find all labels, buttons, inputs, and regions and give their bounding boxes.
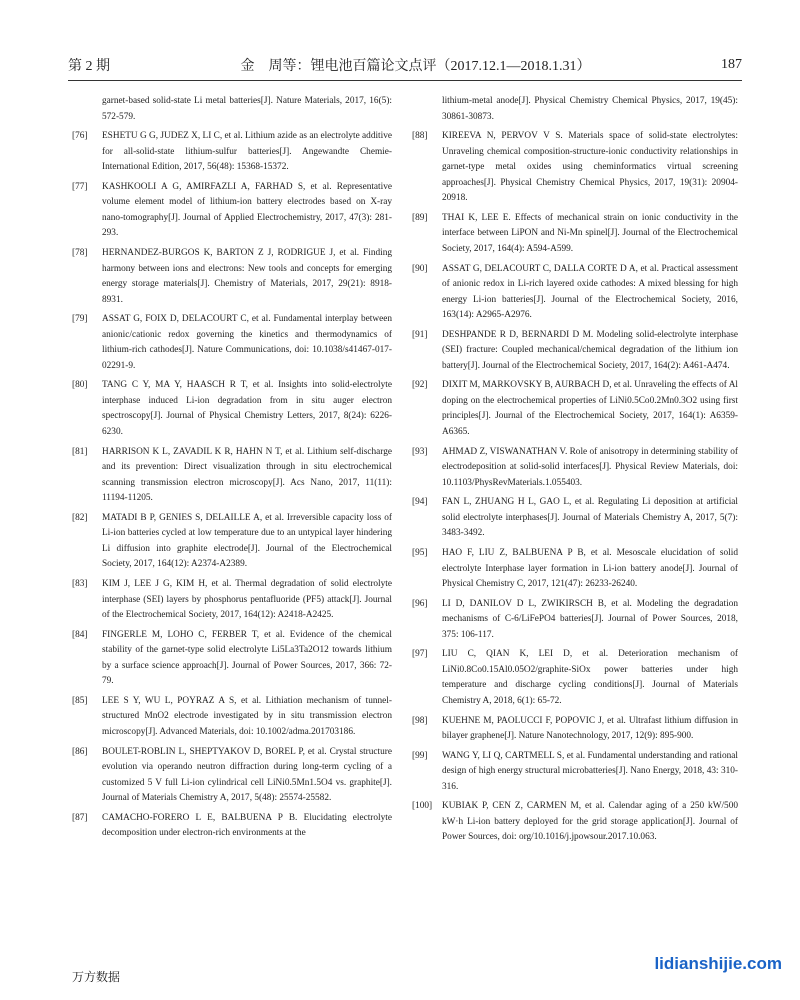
reference-number: [98] [412,715,428,726]
reference-entry [412,799,738,846]
reference-text: TANG C Y, MA Y, HAASCH R T, et al. Insights into solid-electrolyte interphase induced Li-ion degradation from in situ auger electron spectroscopy[J]. Journal of Physical Chemistry Letters, 2017, 8(24): 6226-6230. [102,380,392,437]
reference-text: THAI K, LEE E. Effects of mechanical strain on ionic conductivity in the interface between LiPON and Ni-Mn spinel[J]. Journal of the Electrochemical Society, 2017, 164(4): A594-A599. [442,212,738,254]
reference-entry [72,94,392,125]
reference-number: [82] [72,512,88,523]
issue-number: 第 2 期 [68,59,110,74]
reference-number: [77] [72,181,88,192]
reference-text: garnet-based solid-state Li metal batteries[J]. Nature Materials, 2017, 16(5): 572-579. [102,96,392,122]
reference-entry [72,180,392,242]
reference-text: FAN L, ZHUANG H L, GAO L, et al. Regulating Li deposition at artificial solid electrolyte interphases[J]. Journal of Materials Chemistry A, 2017, 5(7): 3483-3492. [442,497,738,539]
header-divider [68,80,742,81]
reference-entry [72,511,392,573]
reference-text: KIREEVA N, PERVOV V S. Materials space of solid-state electrolytes: Unraveling chemical composition-structure-ionic conductivity relationships in garnet-type metal oxides using cheminformatics virtual screening approaches[J]. Physical Chemistry Chemical Physics, 2017, 19(31): 20904-20918. [442,131,738,204]
site-watermark: lidianshijie.com [654,954,782,973]
reference-text: ASSAT G, FOIX D, DELACOURT C, et al. Fundamental interplay between anionic/cationic redox governing the kinetics and thermodynamics of lithium-rich cathodes[J]. Nature Communications, doi: 10.1038/s41467-017-02291-9. [102,314,392,371]
reference-text: HARRISON K L, ZAVADIL K R, HAHN N T, et al. Lithium self-discharge and its prevention: Direct visualization through in situ electrochemical scanning transmission electron microscopy[J]. Acs Nano, 2017, 11(11): 11194-11205. [102,446,392,504]
reference-text: FINGERLE M, LOHO C, FERBER T, et al. Evidence of the chemical stability of the garnet-type solid electrolyte Li5La3Ta2O12 towards lithium by a surface science approach[J]. Journal of Power Sources, 2017, 366: 72-79. [102,629,392,687]
reference-number: [80] [72,380,88,391]
reference-entry [72,246,392,308]
reference-entry [412,262,738,324]
reference-number: [93] [412,446,428,457]
reference-entry [72,129,392,176]
reference-entry [412,495,738,542]
reference-entry [72,577,392,624]
reference-number: [89] [412,212,428,223]
reference-text: BOULET-ROBLIN L, SHEPTYAKOV D, BOREL P, et al. Crystal structure evolution via operando neutron diffraction during long-term cycling of a customized 5 V full Li-ion cylindrical cell LiNi0.5Mn1.5O4 vs. graphite[J]. Journal of Materials Chemistry A, 2017, 5(48): 25574-25582. [102,746,392,804]
reference-text: AHMAD Z, VISWANATHAN V. Role of anisotropy in determining stability of electrodeposition at solid-solid interfaces[J]. Physical Review Materials, doi: 10.1103/PhysRevMaterials.1.055403. [442,446,738,488]
reference-entry [412,714,738,745]
reference-entry [412,445,738,492]
reference-text: KUEHNE M, PAOLUCCI F, POPOVIC J, et al. Ultrafast lithium diffusion in bilayer graphene[J]. Nature Nanotechnology, 2017, 12(9): 895-900. [442,715,738,742]
reference-number: [84] [72,629,88,640]
reference-entry [412,749,738,796]
reference-number: [79] [72,314,88,325]
reference-number: [83] [72,579,88,589]
reference-text: DESHPANDE R D, BERNARDI D M. Modeling solid-electrolyte interphase (SEI) fracture: Coupled mechanical/chemical degradation of the lithium ion battery[J]. Journal of the Electrochemical Society, 2017, 164(2): A461-A474. [442,329,738,371]
reference-entry [412,647,738,709]
reference-entry [72,312,392,374]
reference-text: LIU C, QIAN K, LEI D, et al. Deterioration mechanism of LiNi0.8Co0.15Al0.05O2/graphite-SiOx power batteries under high temperature and discharge cycling conditions[J]. Journal of Materials Chemistry A, 2018, 6(1): 65-72. [442,649,738,706]
reference-text: ESHETU G G, JUDEZ X, LI C, et al. Lithium azide as an electrolyte additive for all-solid-state lithium-sulfur batteries[J]. Angewandte Chemie-International Edition, 2017, 56(48): 15368-15372. [102,131,392,173]
reference-number: [76] [72,131,88,142]
reference-text: lithium-metal anode[J]. Physical Chemistry Chemical Physics, 2017, 19(45): 30861-30873. [442,96,738,122]
reference-text: KASHKOOLI A G, AMIRFAZLI A, FARHAD S, et al. Representative volume element model of lithium-ion battery electrodes based on X-ray nano-tomography[J]. Journal of Applied Electrochemistry, 2017, 47(3): 281-293. [102,181,392,239]
reference-entry [412,328,738,375]
reference-text: KIM J, LEE J G, KIM H, et al. Thermal degradation of solid electrolyte interphase (SEI) layers by phosphorus pentafluoride (PF5) attack[J]. Journal of the Electrochemical Society, 2017, 164(12): A2418-A2425. [102,579,392,620]
running-title: 金 周等：锂电池百篇论文点评（2017.12.1—2018.1.31） [240,59,591,74]
reference-number: [81] [72,446,88,457]
reference-text: ASSAT G, DELACOURT C, DALLA CORTE D A, et al. Practical assessment of anionic redox in Li-rich layered oxide cathodes: A mixed blessing for high energy Li-ion batteries[J]. Journal of the Electrochemical Society, 2016, 163(14): A2965-A2976. [442,263,738,321]
reference-number: [88] [412,131,428,142]
reference-entry [412,546,738,593]
reference-text: HAO F, LIU Z, BALBUENA P B, et al. Mesoscale elucidation of solid electrolyte Interphase layer formation in Li-ion battery anode[J]. Journal of Physical Chemistry C, 2017, 121(47): 26233-26240. [442,548,738,589]
running-header [68,54,742,76]
reference-text: LEE S Y, WU L, POYRAZ A S, et al. Lithiation mechanism of tunnel-structured MnO2 electrode investigated by in situ transmission electron microscopy[J]. Advanced Materials, doi: 10.1002/adma.201703186. [102,695,392,737]
reference-number: [95] [412,548,428,558]
reference-text: CAMACHO-FORERO L E, BALBUENA P B. Elucidating electrolyte decomposition under electron-rich environments at the [102,812,392,839]
reference-entry [72,694,392,741]
reference-number: [86] [72,746,88,757]
reference-entry [72,811,392,842]
reference-entry [72,628,392,690]
reference-number: [100] [412,801,433,812]
reference-text: DIXIT M, MARKOVSKY B, AURBACH D, et al. Unraveling the effects of Al doping on the electrochemical properties of LiNi0.5Co0.2Mn0.3O2 using first principles[J]. Journal of the Electrochemical Society, 2017, 164(1): A6359-A6365. [442,380,738,437]
reference-text: KUBIAK P, CEN Z, CARMEN M, et al. Calendar aging of a 250 kW/500 kW·h Li-ion battery deployed for the grid storage application[J]. Journal of Power Sources, doi: org/10.1016/j.jpowsour.2017.10.063. [442,801,738,843]
reference-column-right [412,94,738,850]
reference-number: [97] [412,649,428,660]
reference-number: [94] [412,497,428,508]
reference-number: [92] [412,380,428,391]
page-number: 187 [721,57,742,72]
reference-number: [87] [72,812,88,823]
reference-text: MATADI B P, GENIES S, DELAILLE A, et al. Irreversible capacity loss of Li-ion batteries cycled at low temperature due to an untypical layer hindering Li diffusion into graphite electrode[J]. Journal of the Electrochemical Society, 2017, 164(12): A2374-A2389. [102,512,392,570]
reference-entry [412,378,738,440]
reference-entry [412,597,738,644]
reference-entry [412,129,738,207]
source-label: 万方数据 [72,970,121,984]
reference-entry [412,94,738,125]
reference-number: [91] [412,329,428,340]
reference-entry [72,378,392,440]
reference-number: [78] [72,248,88,259]
reference-entry [72,745,392,807]
reference-text: LI D, DANILOV D L, ZWIKIRSCH B, et al. Modeling the degradation mechanisms of C-6/LiFePO4 batteries[J]. Journal of Power Sources, 2018, 375: 106-117. [442,598,738,640]
reference-number: [96] [412,598,428,609]
reference-entry [412,211,738,258]
reference-entry [72,445,392,507]
reference-text: HERNANDEZ-BURGOS K, BARTON Z J, RODRIGUE J, et al. Finding harmony between ions and electrons: New tools and concepts for emerging energy storage materials[J]. Chemistry of Materials, 2017, 29(21): 8918-8931. [102,248,392,305]
reference-column-left [72,94,392,846]
reference-number: [90] [412,263,428,274]
reference-number: [99] [412,750,428,761]
reference-number: [85] [72,695,88,706]
reference-text: WANG Y, LI Q, CARTMELL S, et al. Fundamental understanding and rational design of high energy structural microbatteries[J]. Nano Energy, 2018, 43: 310-316. [442,750,738,792]
